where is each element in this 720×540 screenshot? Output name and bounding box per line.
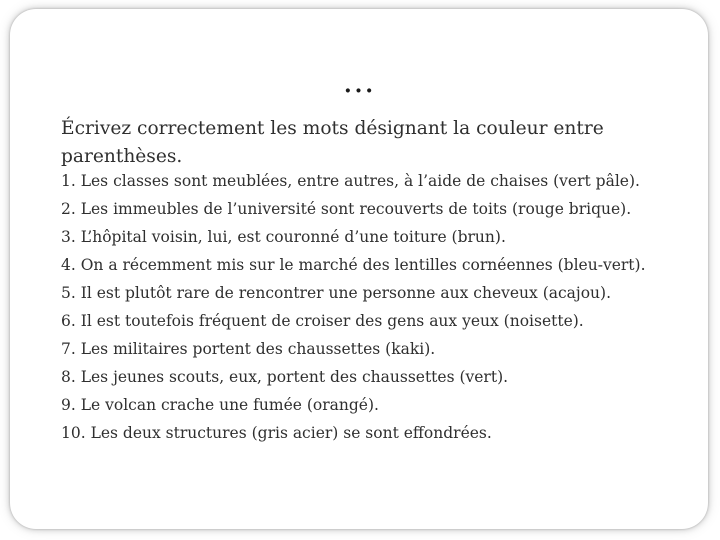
- instruction-text: Écrivez correctement les mots désignant la couleur entre parenthèses.: [61, 118, 604, 167]
- exercise-item: 2. Les immeubles de l’université sont recouverts de toits (rouge brique).: [61, 200, 632, 218]
- exercise-item: 1. Les classes sont meublées, entre autres, à l’aide de chaises (vert pâle).: [61, 172, 640, 190]
- exercise-item: 3. L’hôpital voisin, lui, est couronné d’une toiture (brun).: [61, 228, 506, 246]
- exercise-item: 4. On a récemment mis sur le marché des lentilles cornéennes (bleu-vert).: [61, 256, 646, 274]
- slide-title: …: [342, 62, 378, 100]
- exercise-item: 9. Le volcan crache une fumée (orangé).: [61, 396, 379, 414]
- exercise-item: 5. Il est plutôt rare de rencontrer une personne aux cheveux (acajou).: [61, 284, 612, 302]
- exercise-item: 10. Les deux structures (gris acier) se sont effondrées.: [61, 424, 492, 442]
- exercise-list: [61, 171, 671, 451]
- exercise-item: 7. Les militaires portent des chaussettes (kaki).: [61, 340, 436, 358]
- exercise-item: 6. Il est toutefois fréquent de croiser des gens aux yeux (noisette).: [61, 312, 584, 330]
- exercise-item: 8. Les jeunes scouts, eux, portent des chaussettes (vert).: [61, 368, 509, 386]
